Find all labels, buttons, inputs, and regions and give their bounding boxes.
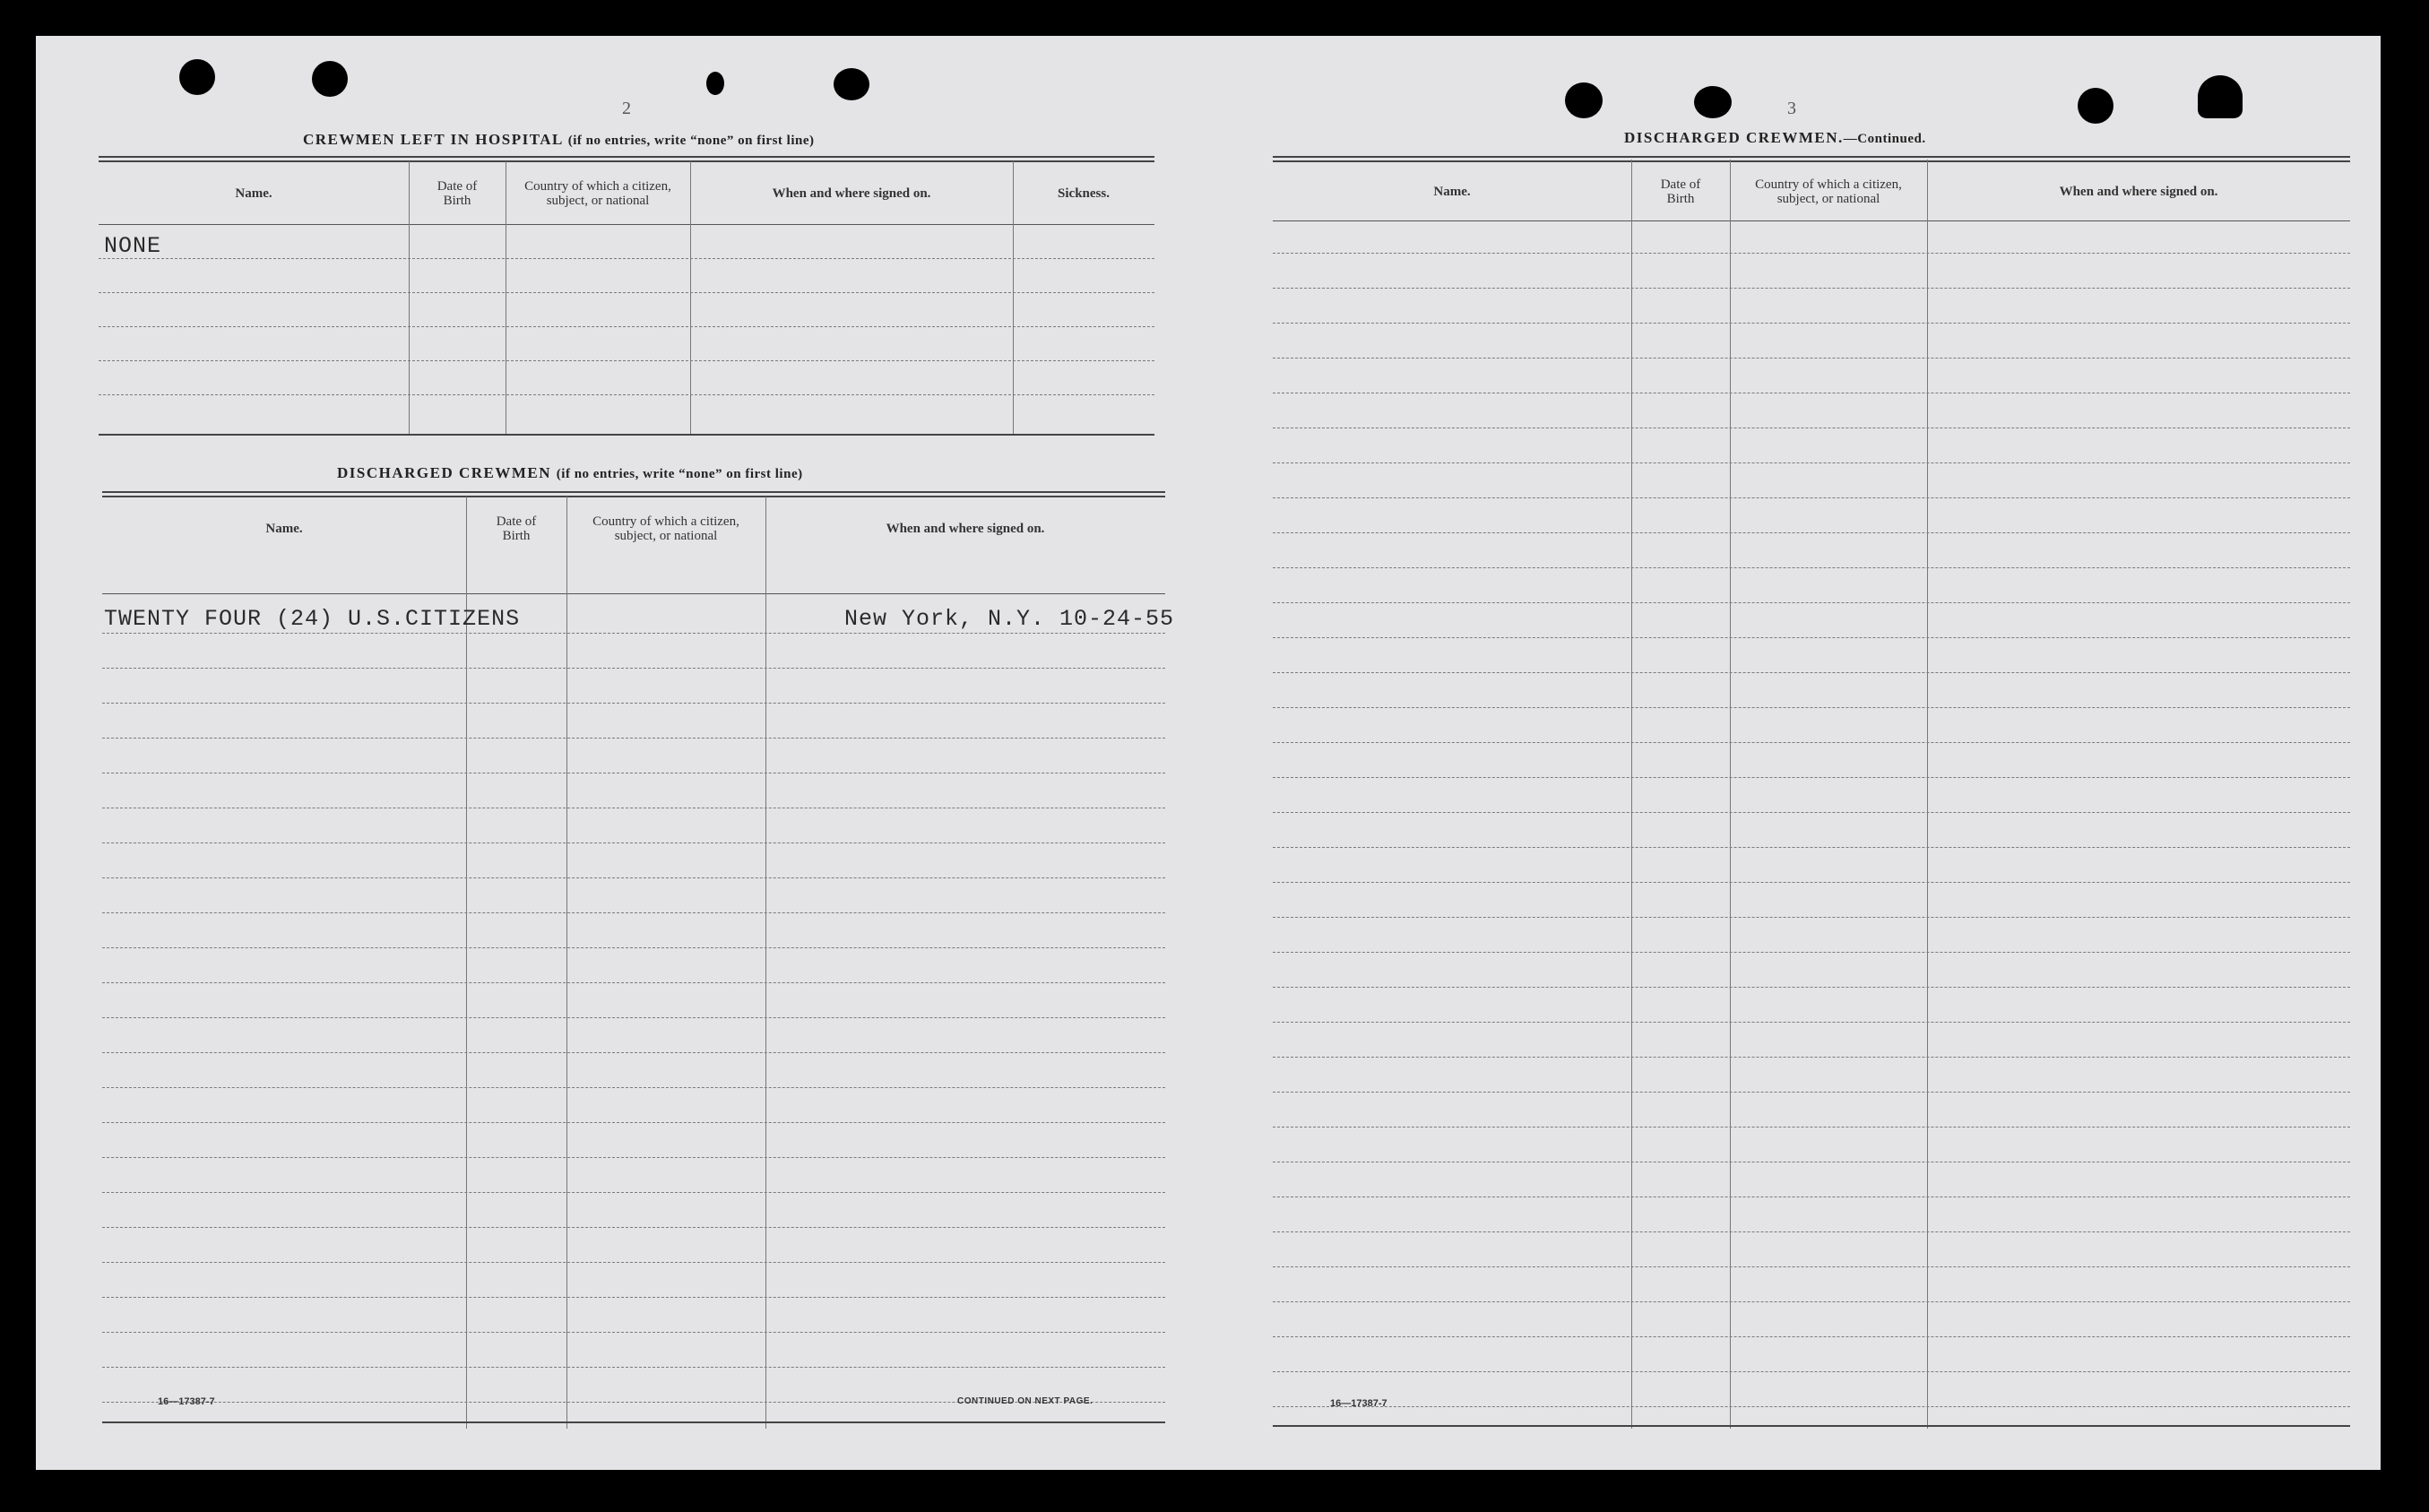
ruled-line — [1273, 1057, 2350, 1058]
ruled-line — [1273, 917, 2350, 918]
ruled-line — [99, 258, 1154, 259]
hospital-table — [99, 156, 1154, 441]
page-number-left: 2 — [622, 99, 631, 118]
ruled-line — [99, 326, 1154, 327]
col-header-date-of-birth: Date of Birth — [437, 179, 478, 208]
ruled-line — [102, 1262, 1165, 1263]
ruled-line — [102, 1192, 1165, 1193]
continued-note: CONTINUED ON NEXT PAGE. — [957, 1396, 1093, 1406]
form-number-right: 16—17387-7 — [1330, 1398, 1387, 1409]
discharged-table — [102, 491, 1175, 1432]
ruled-line — [1273, 672, 2350, 673]
ruled-line — [1273, 742, 2350, 743]
col-header-signed-on: When and where signed on. — [772, 186, 931, 201]
col-header-name: Name. — [265, 522, 303, 536]
punch-hole — [706, 72, 724, 95]
ruled-line — [102, 1367, 1165, 1368]
ruled-line — [1273, 1022, 2350, 1023]
ruled-line — [102, 1122, 1165, 1123]
ruled-line — [102, 1017, 1165, 1018]
discharged-entry-name: TWENTY FOUR (24) U.S.CITIZENS — [104, 606, 521, 632]
punch-hole — [1565, 82, 1603, 118]
col-header-signed-on: When and where signed on. — [2059, 185, 2218, 199]
punch-hole — [2198, 75, 2243, 118]
table-bottom-rule — [102, 1421, 1165, 1423]
ruled-line — [1273, 462, 2350, 463]
ruled-line — [1273, 637, 2350, 638]
hospital-title: CREWMEN LEFT IN HOSPITAL — [303, 131, 563, 148]
ruled-line — [102, 1052, 1165, 1053]
ruled-line — [1273, 882, 2350, 883]
ruled-line — [1273, 323, 2350, 324]
ruled-line — [1273, 1301, 2350, 1302]
table-top-rule — [102, 491, 1165, 497]
ruled-line — [102, 633, 1165, 634]
ruled-line — [1273, 1231, 2350, 1232]
hospital-entry-none: NONE — [104, 233, 162, 259]
header-rule — [1273, 220, 2350, 221]
col-header-country: Country of which a citizen, subject, or national — [1755, 177, 1902, 206]
punch-hole — [179, 59, 215, 95]
document-sheet — [36, 36, 2381, 1470]
column-divider — [690, 161, 691, 434]
discharged-title: DISCHARGED CREWMEN — [337, 464, 552, 481]
col-header-date-of-birth: Date of Birth — [496, 514, 537, 543]
discharged-section-title — [337, 464, 803, 482]
discharged-continued-main: DISCHARGED CREWMEN. — [1624, 129, 1844, 146]
col-header-date-of-birth: Date of Birth — [1660, 177, 1701, 206]
col-header-name: Name. — [235, 186, 272, 201]
ruled-line — [1273, 602, 2350, 603]
ruled-line — [1273, 532, 2350, 533]
ruled-line — [1273, 1371, 2350, 1372]
ruled-line — [1273, 1092, 2350, 1093]
ruled-line — [1273, 777, 2350, 778]
table-bottom-rule — [1273, 1425, 2350, 1427]
discharged-continued-table — [1273, 156, 2350, 1432]
ruled-line — [1273, 1336, 2350, 1337]
table-top-rule — [99, 156, 1154, 162]
ruled-line — [102, 738, 1165, 739]
ruled-line — [102, 1087, 1165, 1088]
discharged-continued-suffix: —Continued. — [1843, 132, 1926, 146]
column-divider — [1013, 161, 1014, 434]
column-divider — [1927, 160, 1928, 1429]
ruled-line — [102, 668, 1165, 669]
ruled-line — [99, 292, 1154, 293]
ruled-line — [99, 360, 1154, 361]
form-number-left: 16—17387-7 — [158, 1396, 215, 1407]
header-rule — [102, 593, 1165, 594]
punch-hole — [834, 68, 869, 100]
ruled-line — [1273, 497, 2350, 498]
column-divider — [1730, 160, 1731, 1429]
ruled-line — [1273, 707, 2350, 708]
ruled-line — [102, 912, 1165, 913]
header-rule — [99, 224, 1154, 225]
punch-hole — [1694, 86, 1732, 118]
ruled-line — [1273, 812, 2350, 813]
discharged-continued-title — [1624, 129, 1926, 147]
col-header-country: Country of which a citizen, subject, or national — [592, 514, 739, 543]
column-divider — [765, 497, 766, 1429]
col-header-name: Name. — [1433, 185, 1471, 199]
ruled-line — [1273, 1127, 2350, 1128]
column-divider — [466, 497, 467, 1429]
ruled-line — [1273, 288, 2350, 289]
discharged-entry-signed-on: New York, N.Y. 10-24-55 — [844, 606, 1175, 632]
punch-hole — [312, 61, 348, 97]
ruled-line — [1273, 1406, 2350, 1407]
ruled-line — [102, 947, 1165, 948]
hospital-subtitle: (if no entries, write “none” on first line) — [567, 134, 815, 148]
ruled-line — [1273, 358, 2350, 359]
page-number-right: 3 — [1787, 99, 1796, 118]
ruled-line — [1273, 847, 2350, 848]
ruled-line — [102, 982, 1165, 983]
ruled-line — [102, 1157, 1165, 1158]
ruled-line — [102, 1297, 1165, 1298]
hospital-section-title — [303, 131, 815, 149]
discharged-subtitle: (if no entries, write “none” on first line) — [556, 467, 803, 481]
column-divider — [566, 497, 567, 1429]
col-header-sickness: Sickness. — [1058, 186, 1110, 201]
col-header-signed-on: When and where signed on. — [886, 522, 1045, 536]
ruled-line — [1273, 253, 2350, 254]
column-divider — [1631, 160, 1632, 1429]
ruled-line — [1273, 567, 2350, 568]
ruled-line — [102, 877, 1165, 878]
ruled-line — [1273, 952, 2350, 953]
ruled-line — [99, 394, 1154, 395]
table-bottom-rule — [99, 434, 1154, 436]
ruled-line — [1273, 1266, 2350, 1267]
ruled-line — [1273, 987, 2350, 988]
ruled-line — [102, 842, 1165, 843]
ruled-line — [102, 1227, 1165, 1228]
punch-hole — [2078, 88, 2113, 124]
column-divider — [409, 161, 410, 434]
ruled-line — [102, 1332, 1165, 1333]
col-header-country: Country of which a citizen, subject, or national — [524, 179, 671, 208]
ruled-line — [102, 703, 1165, 704]
